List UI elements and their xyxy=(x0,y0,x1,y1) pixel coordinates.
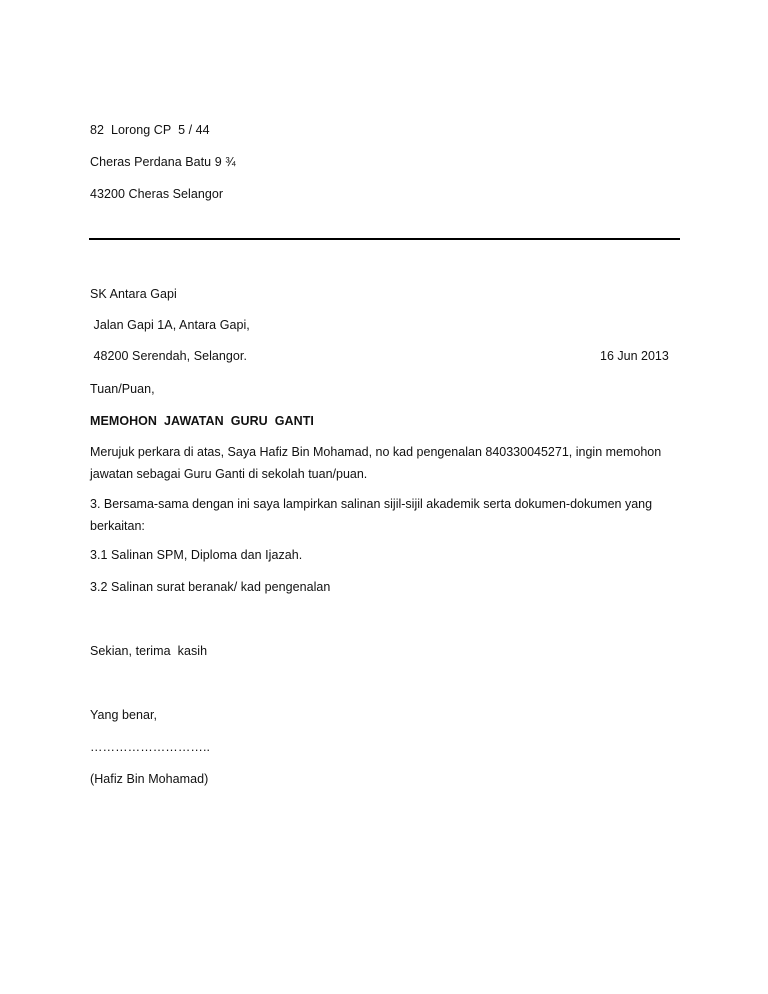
signatory-name: (Hafiz Bin Mohamad) xyxy=(90,772,209,786)
letter-subject: MEMOHON JAWATAN GURU GANTI xyxy=(90,414,314,428)
recipient-address-line2: 48200 Serendah, Selangor. xyxy=(90,349,247,363)
signature-line: ……………………….. xyxy=(90,740,210,754)
salutation: Tuan/Puan, xyxy=(90,382,155,396)
closing-remark: Sekian, terima kasih xyxy=(90,644,208,658)
body-paragraph-2: 3. Bersama-sama dengan ini saya lampirkan salinan sijil-sijil akademik serta dokumen-dokumen yang berkaitan: xyxy=(90,497,653,533)
attachment-item-2: 3.2 Salinan surat beranak/ kad pengenalan xyxy=(90,580,331,594)
sender-address-line1: 82 Lorong CP 5 / 44 xyxy=(90,123,210,137)
recipient-name: SK Antara Gapi xyxy=(90,287,177,301)
signoff: Yang benar, xyxy=(90,708,158,722)
body-paragraph-1: Merujuk perkara di atas, Saya Hafiz Bin Mohamad, no kad pengenalan 840330045271, ingin memohon jawatan sebagai Guru Ganti di sekolah tuan/puan. xyxy=(90,445,662,481)
sender-address-line2: Cheras Perdana Batu 9 ¾ xyxy=(90,155,236,169)
header-divider xyxy=(89,238,680,240)
sender-address-line3: 43200 Cheras Selangor xyxy=(90,187,224,201)
letter-date: 16 Jun 2013 xyxy=(600,349,669,363)
recipient-address-line1: Jalan Gapi 1A, Antara Gapi, xyxy=(90,318,250,332)
attachment-item-1: 3.1 Salinan SPM, Diploma dan Ijazah. xyxy=(90,548,303,562)
